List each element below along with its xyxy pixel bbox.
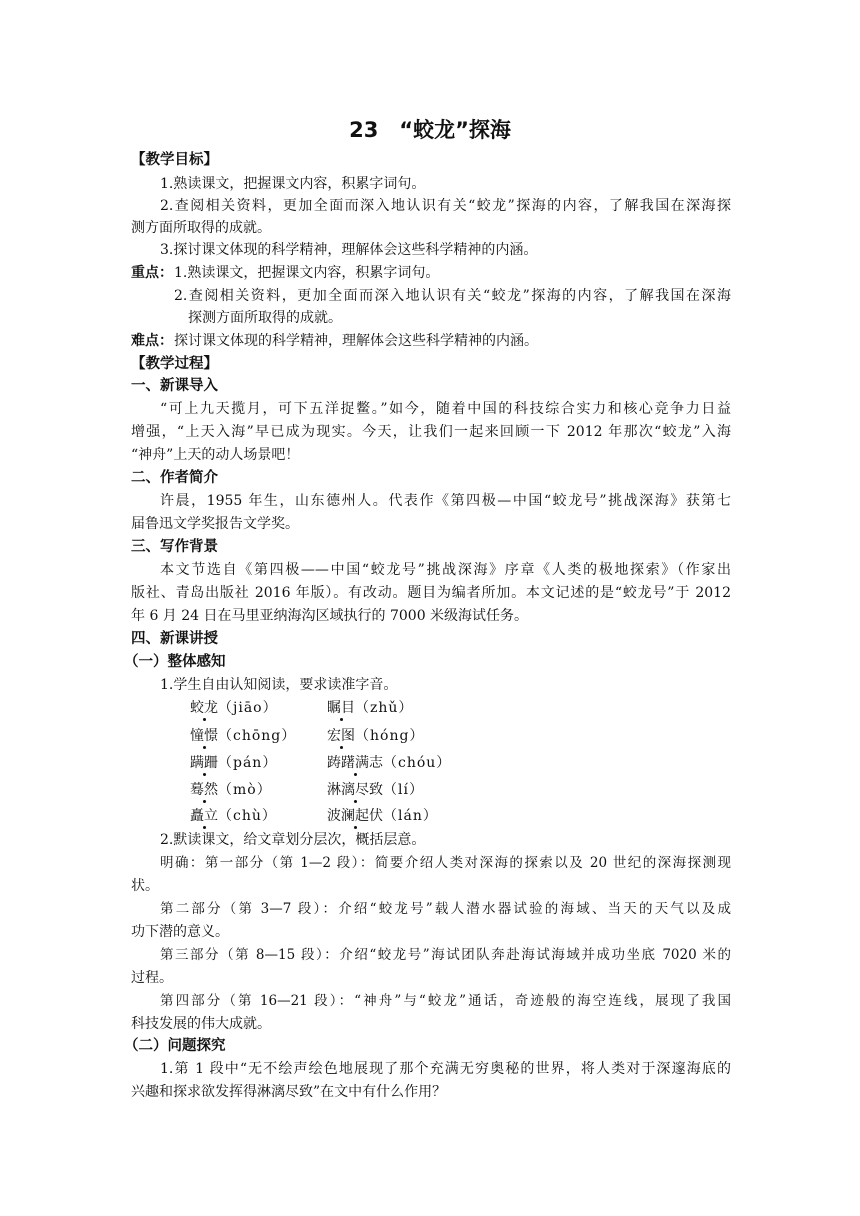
pinyin: （mò） [218,782,272,798]
pinyin: （lí） [383,782,424,798]
key-points-label: 重点： [131,265,173,281]
word: 宏图 [327,728,355,744]
goal-item-3: 3.探讨课文体现的科学精神，理解体会这些科学精神的内涵。 [160,242,538,258]
word-entry [327,698,413,718]
pinyin: （chóu） [383,755,452,771]
part2-heading: （二）问题探究 [124,1038,226,1054]
word: 蓦然 [190,782,218,798]
section3-heading: 三、写作背景 [131,539,218,555]
word: 踌躇满志 [327,755,383,771]
section2-line-1: 许晨，1955 年生，山东德州人。代表作《第四极—中国“蛟龙号”挑战深海》获第七 [160,493,731,509]
word: 矗立 [190,808,218,824]
word: 波澜起伏 [327,808,383,824]
word-entry [190,698,278,718]
goal-item-1: 1.熟读课文，把握课文内容，积累字词句。 [160,176,426,192]
section1-line-2: 增强，“上天入海”早已成为现实。今天，让我们一起来回顾一下 2012 年那次“蛟龙”入海 [131,424,731,440]
answer-line: 第二部分（第 3—7 段）：介绍“蛟龙号”载人潜水器试验的海域、当天的天气以及成 [160,901,731,917]
goals-heading: 【教学目标】 [131,152,218,168]
pinyin: （lán） [383,808,438,824]
word-entry [190,806,277,826]
word-entry [190,726,296,746]
word-entry [190,780,272,800]
pinyin: （chōng） [218,728,297,744]
section3-line-3: 年 6 月 24 日在马里亚纳海沟区域执行的 7000 米级海试任务。 [131,608,529,624]
process-heading: 【教学过程】 [131,356,218,372]
answer-line: 过程。 [131,970,173,986]
section2-heading: 二、作者简介 [131,470,218,486]
answer-line: 第四部分（第 16—21 段）：“神舟”与“蛟龙”通话，奇迹般的海空连线，展现了我国 [160,993,731,1009]
section4-heading: 四、新课讲授 [131,631,218,647]
answer-line: 明确：第一部分（第 1—2 段）：简要介绍人类对深海的探索以及 20 世纪的深海探测现 [160,855,731,871]
part1-item-1: 1.学生自由认知阅读，要求读准字音。 [160,677,398,693]
section3-line-1: 本文节选自《第四极——中国“蛟龙号”挑战深海》序章《人类的极地探索》（作家出 [160,562,731,578]
word-entry [190,753,277,773]
section3-line-2: 版社、青岛出版社 2016 年版）。有改动。题目为编者所加。本文记述的是“蛟龙号”于 2012 [131,585,731,601]
pinyin: （zhǔ） [355,700,414,716]
word-entry [327,726,424,746]
section2-line-2: 届鲁迅文学奖报告文学奖。 [131,516,299,532]
pinyin: （chù） [218,808,277,824]
word-entry [327,780,424,800]
word: 蹒跚 [190,755,218,771]
goal-item-2-cont: 测方面所取得的成就。 [131,220,271,236]
answer-line: 状。 [131,878,159,894]
goal-item-2: 2.查阅相关资料，更加全面而深入地认识有关“蛟龙”探海的内容，了解我国在深海探 [160,198,731,214]
pinyin: （pán） [218,755,278,771]
section1-line-3: “神舟”上天的动人场景吧！ [131,447,300,463]
part2-line-2: 兴趣和探求欲发挥得淋漓尽致”在文中有什么作用？ [131,1084,447,1100]
section1-heading: 一、新课导入 [131,378,218,394]
answer-line: 功下潜的意义。 [131,924,229,940]
answer-line: 第三部分（第 8—15 段）：介绍“蛟龙号”海试团队奔赴海试海域并成功坐底 7020 米的 [160,947,731,963]
word: 蛟龙 [190,700,218,716]
word: 淋漓尽致 [327,782,383,798]
key-point-1: 1.熟读课文，把握课文内容，积累字词句。 [174,265,440,281]
part1-heading: （一）整体感知 [124,654,226,670]
answer-line: 科技发展的伟大成就。 [131,1016,271,1032]
difficulty-text: 探讨课文体现的科学精神，理解体会这些科学精神的内涵。 [174,333,538,349]
word: 憧憬 [190,728,218,744]
section1-line-1: “可上九天揽月，可下五洋捉鳖。”如今，随着中国的科技综合实力和核心竞争力日益 [160,401,731,417]
pinyin: （jiāo） [218,700,278,716]
part1-item-2: 2.默读课文，给文章划分层次，概括层意。 [160,832,426,848]
difficulty-label: 难点： [131,333,173,349]
part2-line-1: 1.第 1 段中“无不绘声绘色地展现了那个充满无穷奥秘的世界，将人类对于深邃海底的 [160,1061,731,1077]
word: 瞩目 [327,700,355,716]
key-point-2-cont: 探测方面所取得的成就。 [188,310,342,326]
page-title: 23 “蛟龙”探海 [349,118,511,142]
word-entry [327,806,438,826]
key-point-2: 2.查阅相关资料，更加全面而深入地认识有关“蛟龙”探海的内容，了解我国在深海 [174,288,731,304]
word-entry [327,753,451,773]
pinyin: （hóng） [355,728,425,744]
